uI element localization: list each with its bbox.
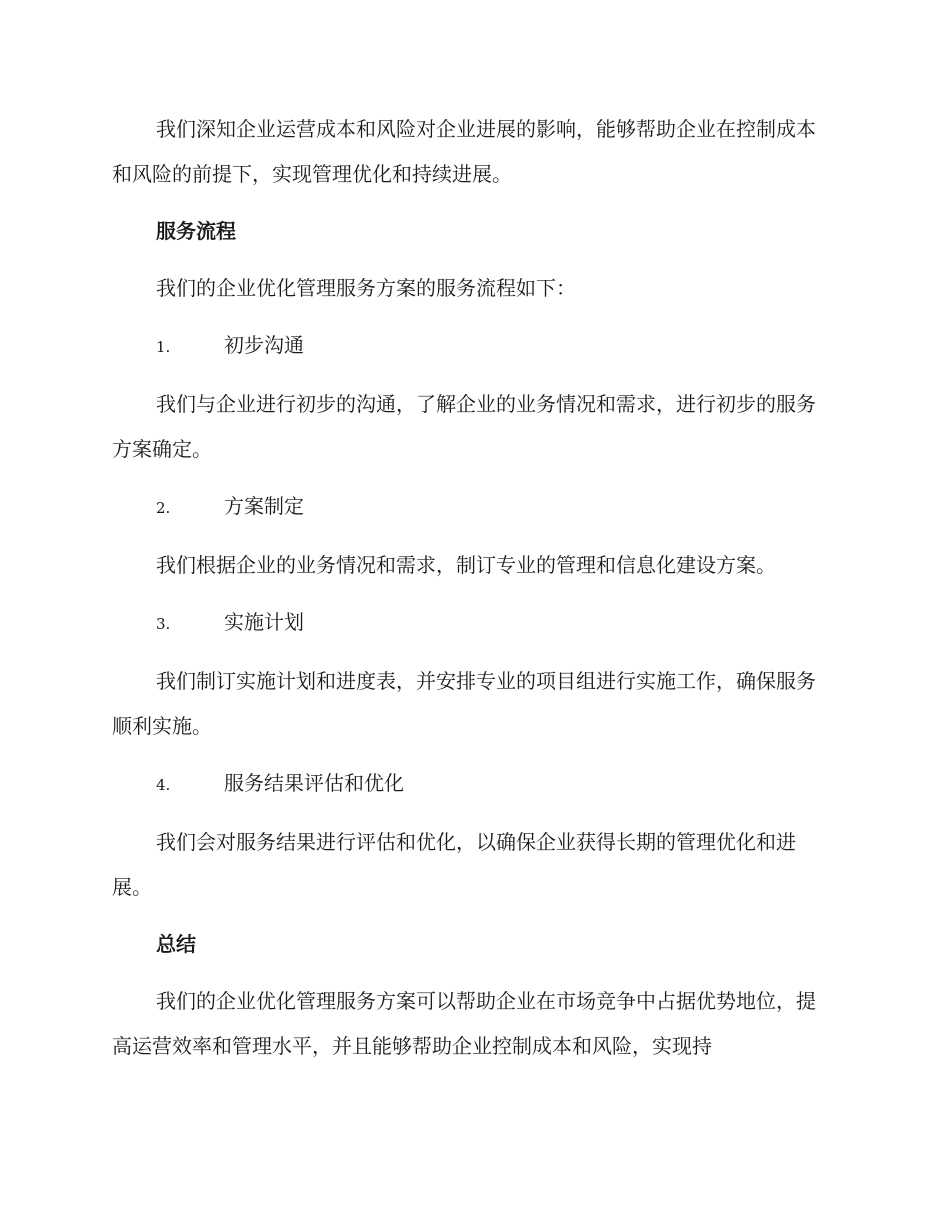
list-number: 1.: [156, 338, 171, 356]
list-item-step-4: [112, 761, 832, 808]
list-number: 3.: [156, 615, 171, 633]
paragraph-summary: 我们的企业优化管理服务方案可以帮助企业在市场竞争中占据优势地位，提高运营效率和管理水平，并且能够帮助企业控制成本和风险，实现持: [112, 989, 816, 1058]
paragraph-step-4: 我们会对服务结果进行评估和优化，以确保企业获得长期的管理优化和进展。: [112, 830, 796, 899]
paragraph-step-1: 我们与企业进行初步的沟通，了解企业的业务情况和需求，进行初步的服务方案确定。: [112, 392, 816, 461]
list-number: 4.: [156, 776, 171, 794]
list-number: 2.: [156, 499, 171, 517]
list-item-step-3: [112, 600, 832, 647]
list-title: 实施计划: [224, 610, 304, 634]
list-title: 方案制定: [224, 494, 304, 518]
paragraph-intro-cost-risk: 我们深知企业运营成本和风险对企业进展的影响，能够帮助企业在控制成本和风险的前提下，实现管理优化和持续进展。: [112, 117, 816, 186]
document-body: [112, 107, 832, 1081]
list-item-step-2: [112, 484, 832, 531]
list-title: 初步沟通: [224, 333, 304, 357]
paragraph-step-2: 我们根据企业的业务情况和需求，制订专业的管理和信息化建设方案。: [156, 553, 776, 577]
section-heading-summary: 总结: [156, 932, 196, 956]
paragraph-process-intro: 我们的企业优化管理服务方案的服务流程如下：: [156, 276, 576, 300]
section-heading-service-process: 服务流程: [156, 219, 236, 243]
list-item-step-1: [112, 323, 832, 370]
paragraph-step-3: 我们制订实施计划和进度表，并安排专业的项目组进行实施工作，确保服务顺利实施。: [112, 669, 816, 738]
list-title: 服务结果评估和优化: [224, 771, 404, 795]
